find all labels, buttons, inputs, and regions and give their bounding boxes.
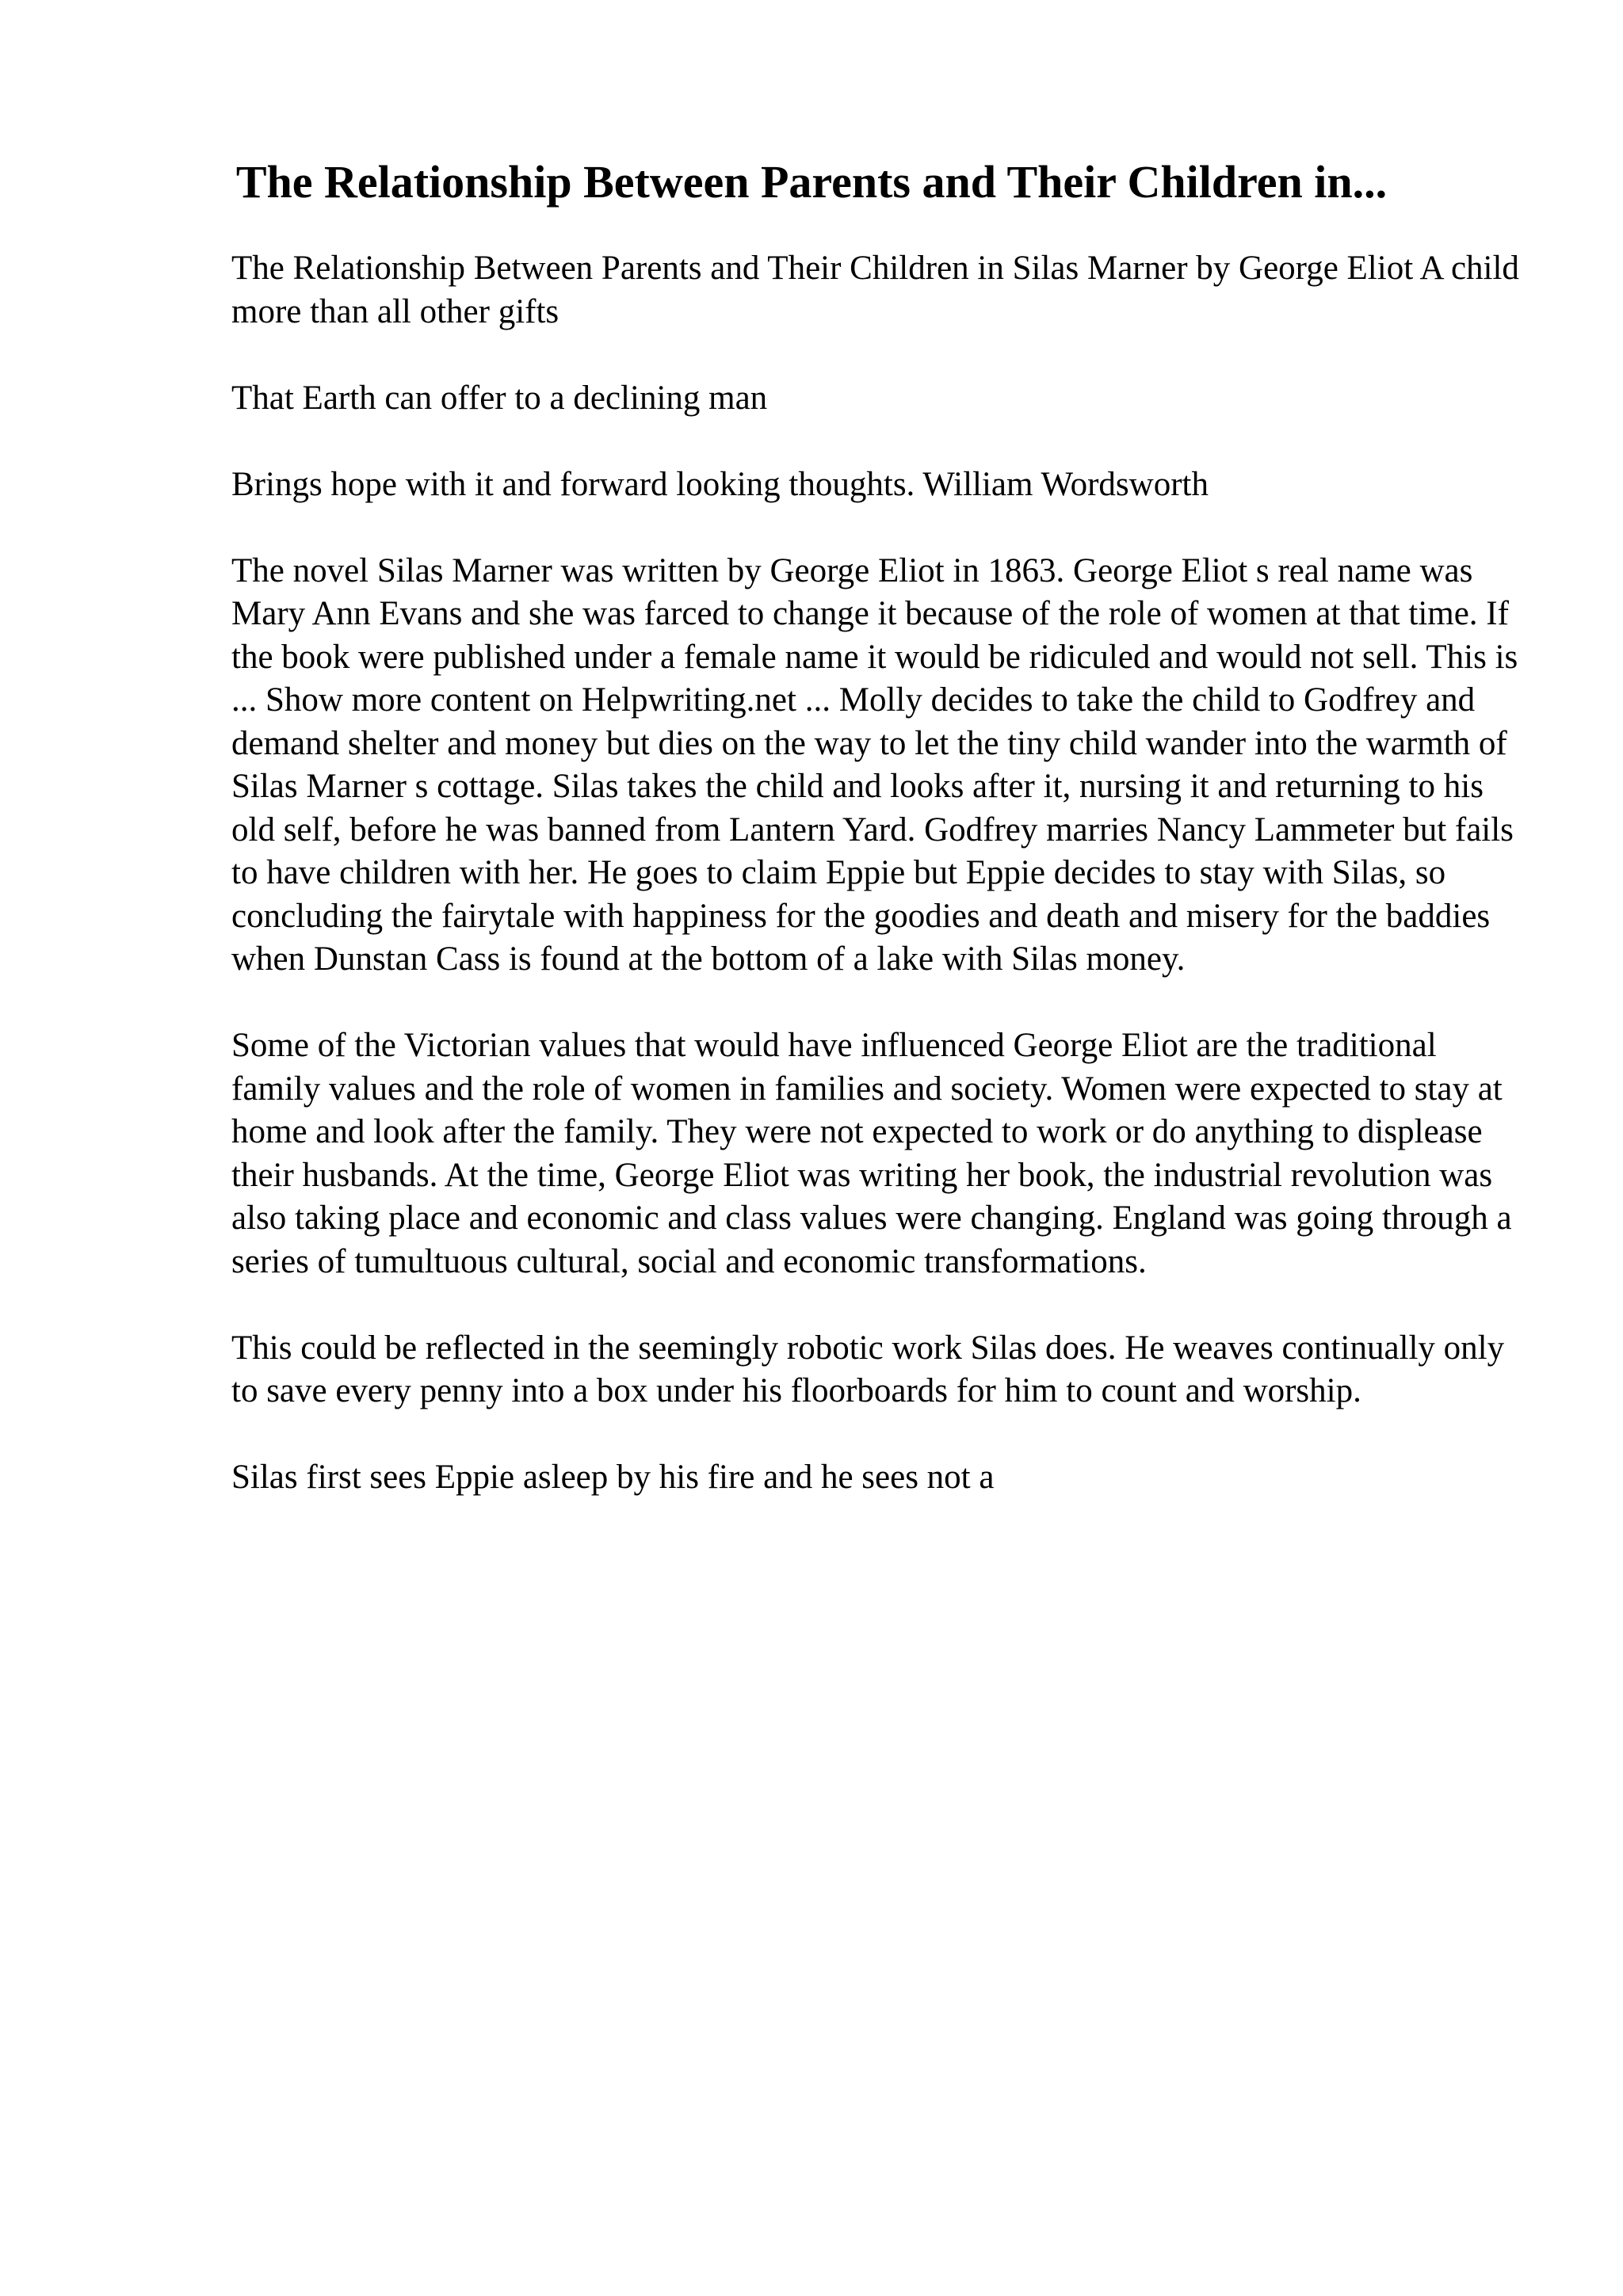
document-body [231,247,1531,1500]
document-title: The Relationship Between Parents and Their Children in... [235,156,1388,208]
paragraph-eppie-asleep: Silas first sees Eppie asleep by his fire and he sees not a [231,1459,995,1496]
paragraph-quote-line-3: Brings hope with it and forward looking thoughts. William Wordsworth [231,465,1209,503]
paragraph-novel-summary: The novel Silas Marner was written by George Eliot in 1863. George Eliot s real name was Mary Ann Evans and she was farced to change it because of the role of women at that time. If the book were published under a female name it would be ridiculed and would not sell. This is ... Show more content on Helpwriting.net ... Molly decides to take the child to Godfrey and demand shelter and money but dies on the way to let the tiny child wander into the warmth of Silas Marner s cottage. Silas takes the child and looks after it, nursing it and returning to his old self, before he was banned from Lantern Yard. Godfrey marries Nancy Lammeter but fails to have children with her. He goes to claim Eppie but Eppie decides to stay with Silas, so concluding the fairytale with happiness for the goodies and death and misery for the baddies when Dunstan Cass is found at the bottom of a lake with Silas money. [231,551,1518,978]
paragraph-victorian-values: Some of the Victorian values that would have influenced George Eliot are the traditional family values and the role of women in families and society. Women were expected to stay at home and look after the family. They were not expected to work or do anything to displease their husbands. At the time, George Eliot was writing her book, the industrial revolution was also taking place and economic and class values were changing. England was going through a series of tumultuous cultural, social and economic transformations. [231,1027,1512,1280]
paragraph-quote-line-2: That Earth can offer to a declining man [231,379,768,417]
paragraph-robotic-work: This could be reflected in the seemingly robotic work Silas does. He weaves continually only to save every penny into a box under his floorboards for him to count and worship. [231,1329,1505,1409]
paragraph-intro: The Relationship Between Parents and Their Children in Silas Marner by George Eliot A child more than all other gifts [231,250,1519,330]
